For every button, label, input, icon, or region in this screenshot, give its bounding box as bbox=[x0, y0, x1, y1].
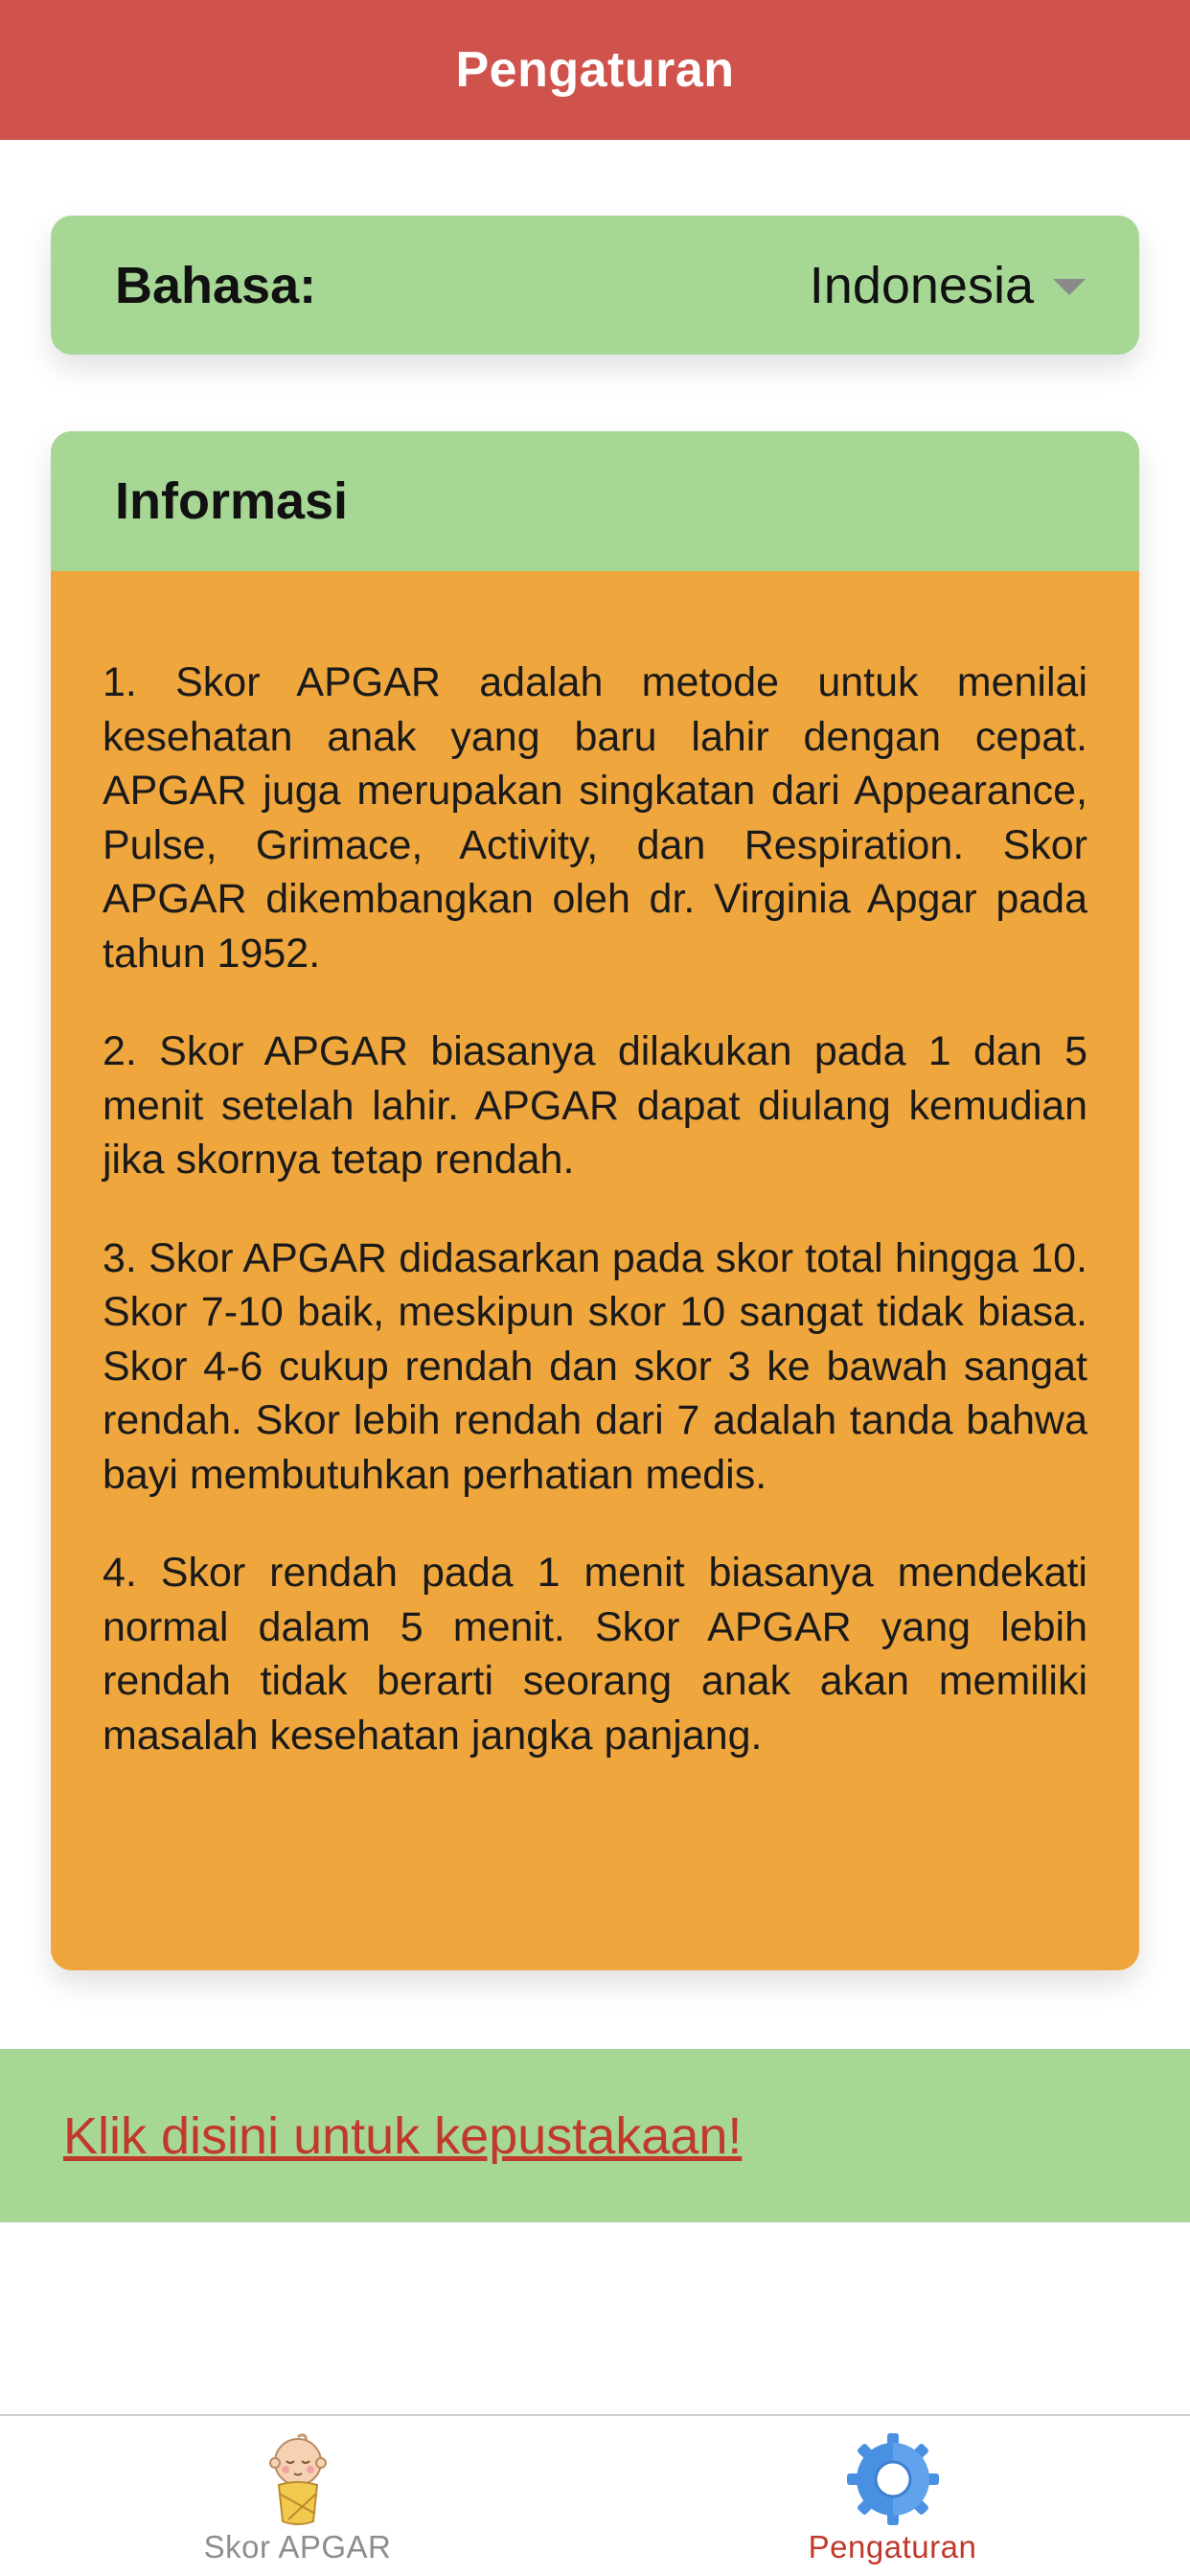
tab-skor-apgar[interactable] bbox=[0, 2416, 595, 2576]
info-paragraph: 2. Skor APGAR biasanya dilakukan pada 1 dan 5 menit setelah lahir. APGAR dapat diulang kemudian jika skornya tetap rendah. bbox=[103, 1028, 1087, 1183]
info-paragraph: 3. Skor APGAR didasarkan pada skor total hingga 10. Skor 7-10 baik, meskipun skor 10 sangat tidak biasa. Skor 4-6 cukup rendah dan skor 3 ke bawah sangat rendah. Skor lebih rendah dari 7 adalah tanda bahwa bayi membutuhkan perhatian medis. bbox=[103, 1234, 1087, 1498]
tab-label: Skor APGAR bbox=[203, 2529, 392, 2564]
language-card bbox=[51, 216, 1139, 355]
info-card-header bbox=[51, 431, 1139, 571]
dropdown-caret-icon bbox=[1053, 279, 1086, 295]
tab-pengaturan[interactable] bbox=[595, 2416, 1190, 2576]
info-body bbox=[51, 571, 1139, 1762]
baby-icon bbox=[250, 2431, 346, 2527]
nav-header bbox=[0, 0, 1190, 140]
language-picker[interactable] bbox=[810, 256, 1086, 315]
gear-icon bbox=[845, 2431, 941, 2527]
language-label: Bahasa: bbox=[115, 256, 317, 314]
library-link-band bbox=[0, 2049, 1190, 2222]
info-paragraph: 4. Skor rendah pada 1 menit biasanya mendekati normal dalam 5 menit. Skor APGAR yang lebih rendah tidak berarti seorang anak akan memiliki masalah kesehatan jangka panjang. bbox=[103, 1550, 1087, 1759]
language-value: Indonesia bbox=[809, 256, 1034, 314]
info-title: Informasi bbox=[115, 472, 349, 530]
page-title: Pengaturan bbox=[455, 42, 735, 98]
info-paragraph: 1. Skor APGAR adalah metode untuk menilai kesehatan anak yang baru lahir dengan cepat. APGAR juga merupakan singkatan dari Appearance, Pulse, Grimace, Activity, dan Respiration. Skor APGAR dikembangkan oleh dr. Virginia Apgar pada tahun 1952. bbox=[103, 659, 1087, 977]
bottom-tab-bar bbox=[0, 2414, 1190, 2576]
info-card bbox=[51, 431, 1139, 1970]
tab-label: Pengaturan bbox=[808, 2529, 977, 2564]
library-link[interactable]: Klik disini untuk kepustakaan! bbox=[63, 2106, 743, 2165]
